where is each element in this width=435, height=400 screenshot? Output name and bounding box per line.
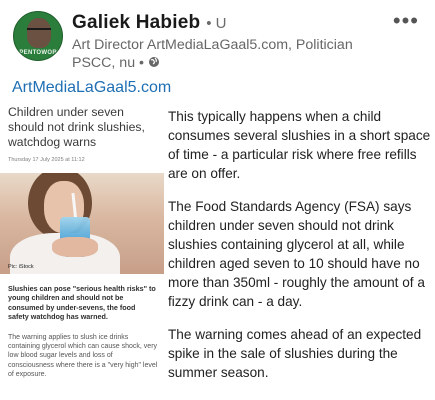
photo-credit: Pic: iStock	[8, 264, 34, 270]
globe-icon	[148, 56, 160, 68]
avatar-glasses	[27, 28, 51, 34]
more-options-icon[interactable]: •••	[392, 8, 419, 33]
avatar[interactable]	[13, 11, 63, 61]
photo-hand	[52, 237, 98, 257]
author-row	[72, 12, 227, 34]
article-lede: Slushies can pose "serious health risks" to young children and should not be consumed by under-sevens, the food safety watchdog has warned.	[8, 284, 156, 321]
post-paragraph: This typically happens when a child consumes several slushies in a short space of time - a particular risk where free refills are on offer.	[168, 109, 431, 181]
site-link[interactable]: ArtMediaLaGaal5.com	[12, 79, 172, 96]
post-paragraph: The warning comes ahead of an expected spike in the sale of slushies during the summer season.	[168, 327, 422, 380]
article-body: The warning applies to slush ice drinks containing glycerol which can cause shock, very low blood sugar levels and loss of consciousness where there is a "very high" level of exposure.	[8, 334, 158, 378]
post-text	[168, 107, 432, 396]
connection-degree: • U	[206, 15, 227, 32]
article-photo	[0, 173, 164, 274]
open-to-work-badge: OPENTOWORK	[14, 50, 62, 56]
author-name[interactable]: Galiek Habieb	[72, 12, 201, 33]
article-date: Thursday 17 July 2025 at 11:12	[8, 157, 85, 163]
article-title: Children under seven should not drink slushies, watchdog warns	[8, 105, 145, 149]
author-headline	[72, 36, 372, 72]
article-card[interactable]	[0, 100, 164, 400]
author-headline-text: Art Director ArtMediaLaGaal5.com, Politician PSCC, nu •	[72, 37, 353, 71]
post-paragraph: The Food Standards Agency (FSA) says children under seven should not drink slushies containing glycerol at all, while children aged seven to 10 should have no more than 350ml - roughly the amount of a fizzy drink can - a day.	[168, 199, 425, 309]
